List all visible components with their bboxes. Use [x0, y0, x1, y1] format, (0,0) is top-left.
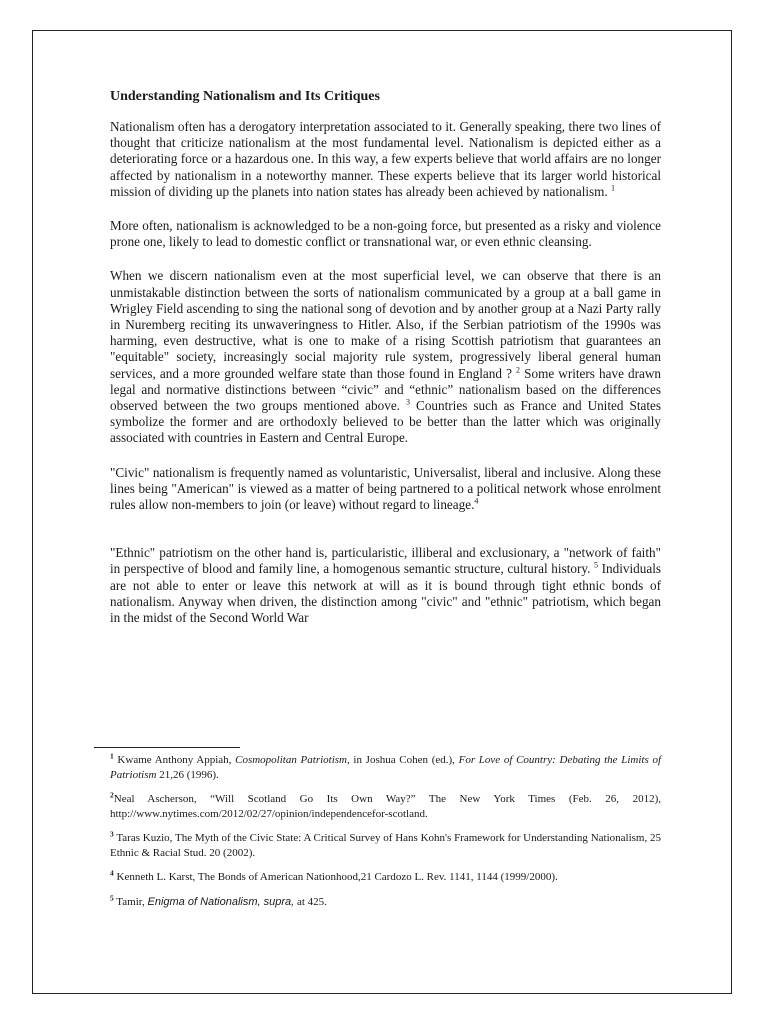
footnote-text: in Joshua Cohen (ed.),: [349, 754, 459, 766]
document-page: [32, 30, 732, 994]
footnote-ref: 4: [474, 496, 479, 506]
paragraph-text: Individuals are not able to enter or leave this network at will as it is bound through tight ethnic bonds of nationalism. Anyway when driven, the distinction among "civic" and "ethnic" patriotism, which began in the midst of the Second World War: [110, 561, 662, 626]
footnote-text: Taras Kuzio, The Myth of the Civic State: A Critical Survey of Hans Kohn's Framework for Understanding Nationalism, 25 Ethnic & Racial Stud. 20 (2002).: [110, 832, 661, 859]
footnote-number: 4: [110, 868, 114, 878]
footnote-text: at 425.: [294, 895, 327, 908]
paragraph: [110, 545, 661, 626]
paragraph: [110, 465, 661, 514]
footnote-number: 1: [110, 751, 114, 761]
footnote-text: Neal Ascherson, “Will Scotland Go Its Own Way?” The New York Times (Feb. 26, 2012), http://www.nytimes.com/2012/02/27/opinion/independencefor-scotland.: [110, 793, 661, 820]
document-title: Understanding Nationalism and Its Critiques: [110, 89, 380, 104]
footnote: [110, 753, 661, 782]
footnote-ref: 3: [406, 397, 411, 407]
paragraph: [110, 268, 661, 446]
footnote: [110, 831, 661, 860]
paragraph-text: Some writers have drawn legal and normative distinctions between “civic” and “ethnic” nationalism based on the differences observed between the two groups mentioned above.: [110, 365, 661, 414]
footnote-number: 5: [110, 892, 114, 902]
footnote-ref: 1: [611, 183, 616, 193]
paragraph: [110, 218, 661, 250]
footnotes: [110, 753, 661, 919]
footnote: [110, 870, 661, 885]
footnote-ref: 5: [594, 561, 599, 571]
paragraph-text: More often, nationalism is acknowledged to be a non-going force, but presented as a risky and violence prone one, likely to lead to domestic conflict or transnational war, or even ethnic cleansing.: [110, 218, 661, 250]
paragraph-text: When we discern nationalism even at the most superficial level, we can observe that there is an unmistakable distinction between the sorts of nationalism communicated by a group at a ball game in Wrigley Field ascending to sing the national song of devotion and by another group at a Nazi Party rally in Nuremberg reciting its unwaveringness to Hitler. Also, if the Serbian patriotism of the 1990s was harming, even destructive, what is one to make of a rising Scottish patriotism that guarantees an "equitable" society, increasingly social majority rule system, progressively liberal general human services, and a more grounded welfare state than those found in England ?: [110, 268, 661, 381]
footnote-text: Kwame Anthony Appiah,: [113, 754, 236, 766]
footnote-text: Tamir,: [113, 895, 148, 908]
footnote-ref: 2: [516, 365, 521, 375]
footnote-number: 3: [110, 829, 114, 839]
footnote-work-title: Enigma of Nationalism, supra,: [147, 895, 295, 908]
paragraph-text: "Ethnic" patriotism on the other hand is, particularistic, illiberal and exclusionary, a "network of faith" in perspective of blood and family line, a homogenous semantic structure, cultural history.: [110, 545, 661, 577]
paragraph-text: Countries such as France and United States symbolize the former and are orthodoxly believed to be better than the latter which was originally associated with countries in Eastern and Central Europe.: [110, 398, 661, 446]
footnote-work-title: For Love of Country: Debating the Limits of Patriotism: [110, 754, 661, 781]
paragraph-text: Nationalism often has a derogatory interpretation associated to it. Generally speaking, there two lines of thought that criticize nationalism at the most fundamental level. Nationalism is depicted either as a deteriorating force or a hazardous one. In this way, a few experts believe that world affairs are no longer affected by nationalism in a noteworthy manner. These experts believe that its larger world historical mission of dividing up the planets into nation states has already been achieved by nationalism.: [110, 119, 661, 199]
paragraph-text: "Civic" nationalism is frequently named as voluntaristic, Universalist, liberal and inclusive. Along these lines being "American" is viewed as a matter of being partnered to a political network whose enrolment rules allow non-members to join (or leave) without regard to lineage.: [110, 464, 661, 513]
footnote-text: Kenneth L. Karst, The Bonds of American Nationhood,21 Cardozo L. Rev. 1141, 1144 (1999/2000).: [113, 871, 558, 883]
footnote-work-title: Cosmopolitan Patriotism,: [235, 754, 350, 766]
footnote-text: 21,26 (1996).: [156, 768, 219, 781]
footnote-number: 2: [110, 790, 114, 800]
footnote-separator: [94, 747, 240, 748]
footnote: [110, 792, 661, 821]
paragraph: [110, 119, 661, 200]
document-body: [110, 88, 661, 644]
footnote: [110, 892, 661, 910]
